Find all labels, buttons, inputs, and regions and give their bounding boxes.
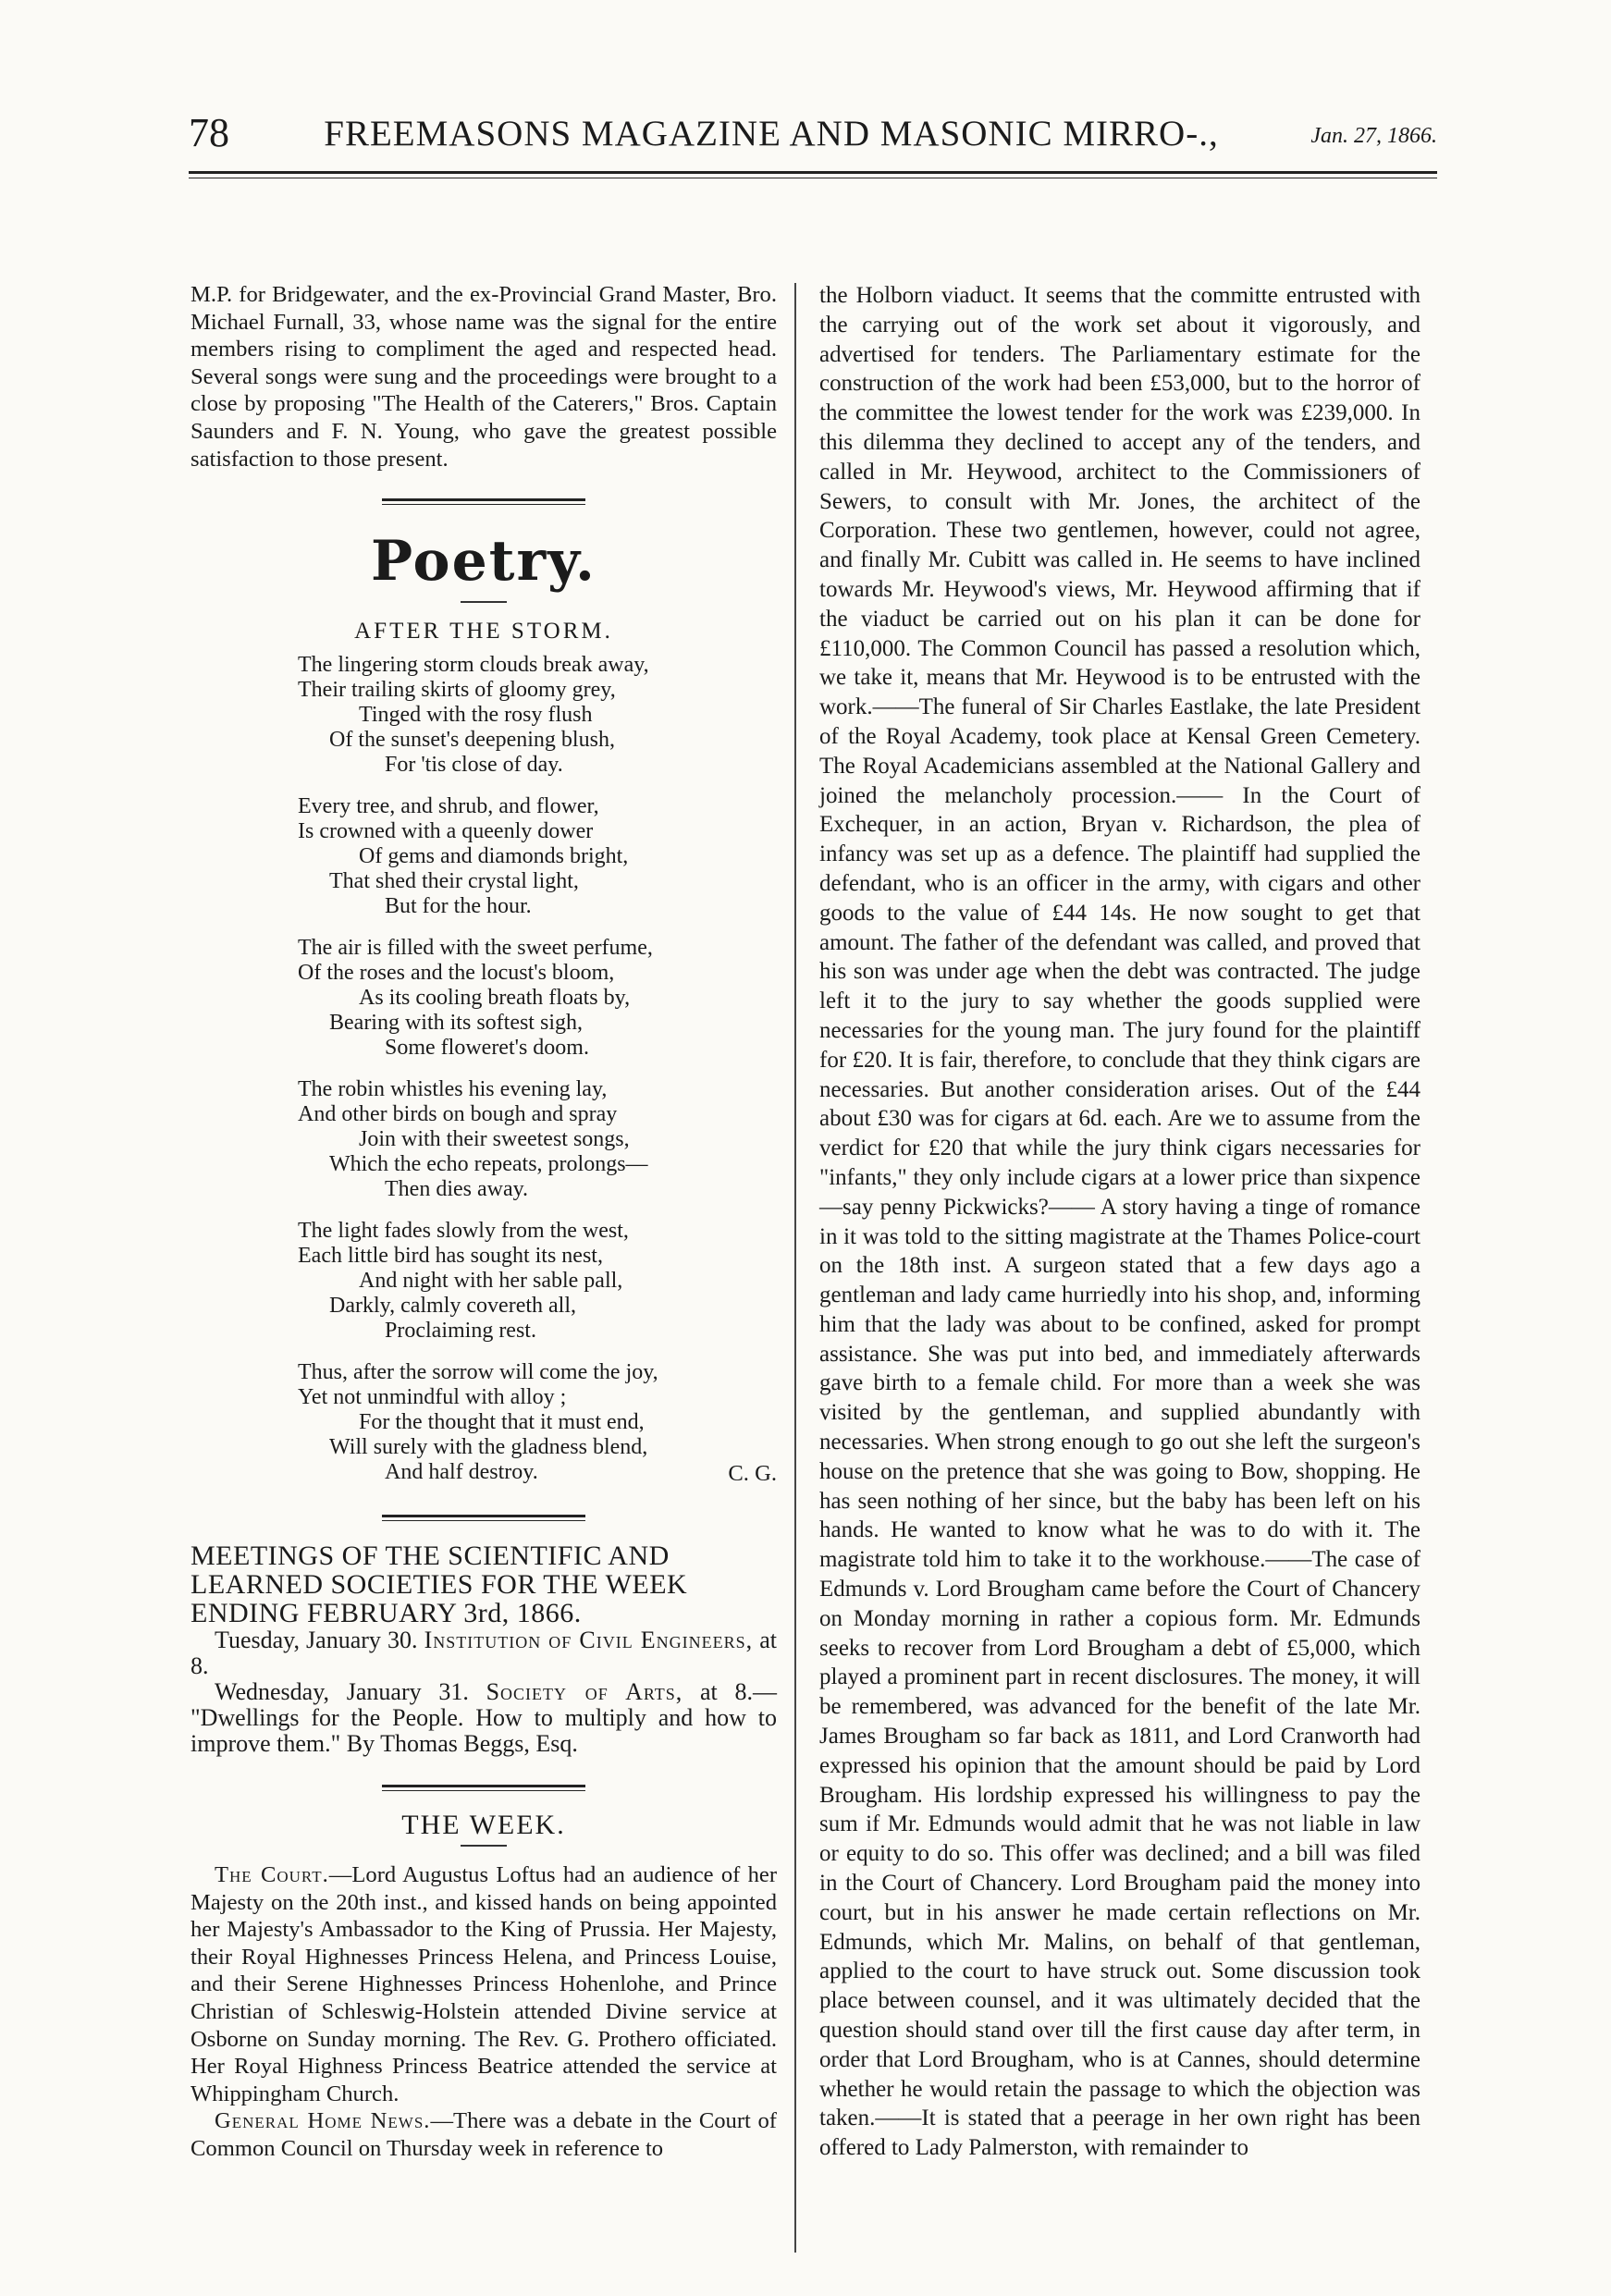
page-number: 78 — [189, 110, 229, 155]
meeting-details: at 8.— "Dwellings for the People. How to multiply and how to improve them." By Thomas Beggs, Esq. — [191, 1678, 778, 1758]
poem-line: Yet not unmindful with alloy ; — [298, 1384, 567, 1409]
poem-line: And other birds on bough and spray — [298, 1101, 618, 1126]
home-news-text: —There was a debate in the Court of Common Council on Thursday week in reference to — [191, 2108, 777, 2161]
poem-line: For 'tis close of day. — [385, 752, 563, 777]
poem-signature: C. G. — [728, 1460, 777, 1486]
masthead-title: FREEMASONS MAGAZINE AND MASONIC MIRRO-., — [324, 114, 1219, 153]
section-separator — [382, 1515, 585, 1521]
meeting-society: Institution of Civil Engineers, — [424, 1627, 754, 1654]
home-news-paragraph — [191, 2107, 777, 2162]
poem-line: Join with their sweetest songs, — [359, 1126, 630, 1151]
poem-line: The robin whistles his evening lay, — [298, 1076, 608, 1101]
poem-line: And night with her sable pall, — [359, 1268, 623, 1293]
issue-date: Jan. 27, 1866. — [1310, 124, 1437, 148]
poem-stanza — [191, 1219, 777, 1344]
right-column — [819, 281, 1420, 2163]
poem-line: Which the echo repeats, prolongs— — [329, 1151, 648, 1176]
poem-line: Of gems and diamonds bright, — [359, 843, 629, 868]
poem-line: That shed their crystal light, — [329, 868, 579, 893]
poem-line: And half destroy. — [385, 1459, 538, 1484]
header-rule-thick — [189, 171, 1437, 174]
poem-stanza — [191, 1360, 777, 1488]
poem-line: Then dies away. — [385, 1176, 529, 1201]
poem-line: Some floweret's doom. — [385, 1035, 589, 1060]
meeting-time: at 8. — [191, 1627, 778, 1680]
poem-line: Bearing with its softest sigh, — [329, 1010, 583, 1035]
poem-title: AFTER THE STORM. — [354, 619, 613, 645]
meeting-date: Tuesday, January 30. — [215, 1627, 418, 1654]
poem-line: The lingering storm clouds break away, — [298, 652, 649, 677]
poem-line: Darkly, calmly covereth all, — [329, 1293, 576, 1318]
court-lead: The Court. — [215, 1861, 329, 1887]
poem-stanza — [191, 653, 777, 778]
poem-stanza — [191, 794, 777, 919]
short-rule — [461, 601, 507, 603]
home-news-lead: General Home News. — [215, 2108, 431, 2134]
poem-line: Is crowned with a queenly dower — [298, 818, 594, 843]
poem-line: The air is filled with the sweet perfume, — [298, 935, 653, 960]
column-divider — [794, 283, 796, 2253]
poem-line: Their trailing skirts of gloomy grey, — [298, 677, 616, 702]
poetry-heading: Poetry. — [371, 529, 596, 595]
week-heading: THE WEEK. — [401, 1810, 566, 1841]
poem-line: Will surely with the gladness blend, — [329, 1434, 648, 1459]
poem-line: As its cooling breath floats by, — [359, 985, 631, 1010]
meeting-date: Wednesday, January 31. — [215, 1678, 469, 1706]
court-text: —Lord Augustus Loftus had an audience of her Majesty on the 20th inst., and kissed hands on being appointed her Majesty's Ambassador to the King of Prussia. Her Majesty, their Royal Highnesses Princess Helena, and Princess Louise, and their Serene Highnesses Princess Hohenlohe, and Prince Christian of Schleswig-Holstein attended Divine service at Osborne on Sunday morning. The Rev. G. Prothero officiated. Her Royal Highness Princess Beatrice attended the service at Whippingham Church. — [191, 1861, 778, 2106]
poem-line: Every tree, and shrub, and flower, — [298, 793, 599, 818]
section-separator — [382, 498, 585, 505]
poem-stanza — [191, 936, 777, 1061]
poem-line: Of the sunset's deepening blush, — [329, 727, 615, 752]
poem-line: For the thought that it must end, — [359, 1409, 645, 1434]
poem-line: Of the roses and the locust's bloom, — [298, 960, 615, 985]
poem — [191, 653, 777, 1488]
poem-line: Each little bird has sought its nest, — [298, 1243, 603, 1268]
short-rule — [461, 1845, 507, 1847]
section-separator — [382, 1785, 585, 1791]
meeting-entry — [191, 1627, 777, 1679]
intro-paragraph: M.P. for Bridgewater, and the ex-Provincial Grand Master, Bro. Michael Furnall, 33, whose name was the signal for the entire members rising to compliment the aged and respected head. Several songs were sung and the proceedings were brought to a close by proposing "The Health of the Caterers," Bros. Captain Saunders and F. N. Young, who gave the greatest possible satisfaction to those present. — [191, 282, 777, 472]
meeting-society: Society of Arts, — [486, 1678, 683, 1706]
right-column-text: the Holborn viaduct. It seems that the committe entrusted with the carrying out of the work set about it vigorously, and advertised for tenders. The Parliamentary estimate for the construction of the work had been £53,000, but to the horror of the committee the lowest tender for the work was £239,000. In this dilemma they declined to accept any of the tenders, and called in Mr. Heywood, architect to the Commissioners of Sewers, to consult with Mr. Jones, the architect of the Corporation. These two gentlemen, however, could not agree, and finally Mr. Cubitt was called in. He seems to have inclined towards Mr. Heywood's views, Mr. Heywood affirming that if the viaduct be carried out on his plan it can be done for £110,000. The Common Council has passed a resolution which, we take it, means that Mr. Heywood is to be entrusted with the work.——The funeral of Sir Charles Eastlake, the late President of the Royal Academy, took place at Kensal Green Cemetery. The Royal Academicians assembled at the National Gallery and joined the melancholy procession.—— In the Court of Exchequer, in an action, Bryan v. Richardson, the plea of infancy was set up as a defence. The plaintiff had supplied the defendant, who is an officer in the army, with cigars and other goods to the value of £44 14s. He now sought to get that amount. The father of the defendant was called, and proved that his son was under age when the debt was contracted. The judge left it to the jury to say whether the goods supplied were necessaries for the young man. The jury found for the plaintiff for £20. It is fair, therefore, to conclude that they think cigars are necessaries. But another consideration arises. Out of the £44 about £30 was for cigars at 6d. each. Are we to assume from the verdict for £20 that while the jury think cigars necessaries for "infants," they only include cigars at a lower price than sixpence—say penny Pickwicks?—— A story having a tinge of romance in it was told to the sitting magistrate at the Thames Police-court on the 18th inst. A surgeon stated that a few days ago a gentleman and lady came hurriedly into his shop, and, informing him that the lady was about to be confined, asked for prompt assistance. She was put into bed, and immediately afterwards gave birth to a female child. For more than a week she was visited by the gentleman, and supplied abundantly with necessaries. When strong enough to go out she left the surgeon's house on the pretence that she was going to Bow, shopping. He has seen nothing of her since, but the baby has been left on his hands. He wanted to know what he was to do with it. The magistrate told him to take it to the workhouse.——The case of Edmunds v. Lord Brougham came before the Court of Chancery on Monday morning in rather a copious form. Mr. Edmunds seeks to recover from Lord Brougham a debt of £5,000, which played a prominent part in recent disclosures. The money, it will be remembered, was advanced for the benefit of the late Mr. James Brougham so far back as 1811, and Lord Cranworth had expressed his opinion that the amount should be paid by Lord Brougham. His lordship expressed his willingness to pay the sum if Mr. Edmunds would admit that he was not liable in law or equity to do so. This offer was declined; and a bill was filed in the Court of Chancery. Lord Brougham paid the money into court, but in his answer he made certain reflections on Mr. Edmunds, which Mr. Malins, on behalf of that gentleman, applied to the court to have struck out. Some discussion took place between counsel, and it was ultimately decided that the question should stand over till the first cause day after term, in order that Lord Brougham, who is at Cannes, should determine whether he would retain the passage to which the objection was taken.——It is stated that a peerage in her own right has been offered to Lady Palmerston, with remainder to — [819, 283, 1420, 2161]
poem-line: Thus, after the sorrow will come the joy, — [298, 1359, 658, 1384]
poem-stanza — [191, 1077, 777, 1202]
poem-line: Tinged with the rosy flush — [359, 702, 593, 727]
page-header — [189, 109, 1437, 165]
meetings-heading: MEETINGS OF THE SCIENTIFIC AND LEARNED SOCIETIES FOR THE WEEK ENDING FEBRUARY 3rd, 1866. — [191, 1541, 688, 1629]
poem-line: But for the hour. — [385, 893, 532, 918]
meeting-entry — [191, 1679, 777, 1757]
left-column — [191, 281, 777, 2162]
poem-line: Proclaiming rest. — [385, 1318, 536, 1343]
poem-line: The light fades slowly from the west, — [298, 1218, 629, 1243]
court-paragraph — [191, 1861, 777, 2107]
